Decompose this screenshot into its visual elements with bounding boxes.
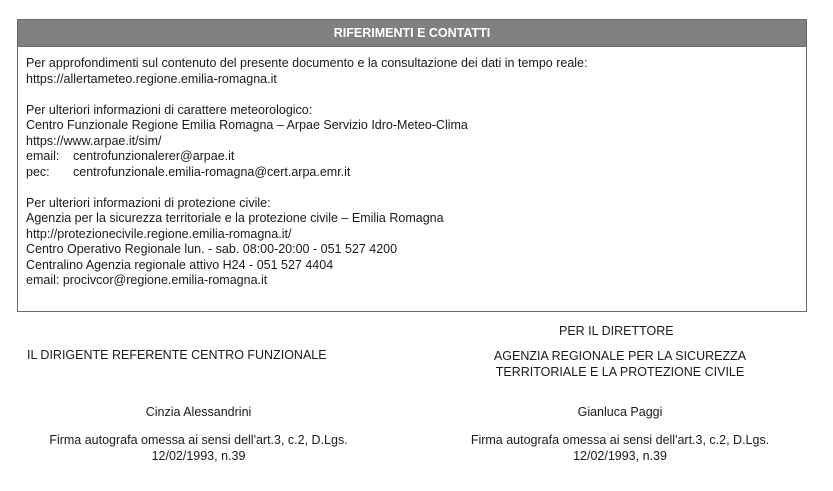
- meteo-pec[interactable]: centrofunzionale.emilia-romagna@cert.arpa.emr.it: [73, 164, 351, 179]
- email-label: email:: [26, 149, 60, 163]
- director-note-line1: Firma autografa omessa ai sensi dell'art.3, c.2, D.Lgs.: [470, 433, 770, 447]
- manager-note-line2: 12/02/1993, n.39: [151, 449, 246, 463]
- civil-paragraph: [26, 196, 806, 289]
- director-role-line1: AGENZIA REGIONALE PER LA SICUREZZA: [493, 349, 747, 363]
- meteo-pec-row: [26, 165, 806, 181]
- civil-email[interactable]: email: procivcor@regione.emilia-romagna.it: [26, 273, 268, 287]
- civil-org: Agenzia per la sicurezza territoriale e la protezione civile – Emilia Romagna: [26, 211, 444, 225]
- references-body: [18, 47, 806, 289]
- meteo-heading: Per ulteriori informazioni di carattere meteorologico:: [26, 102, 313, 117]
- intro-text: Per approfondimenti sul contenuto del presente documento e la consultazione dei dati in tempo reale:: [26, 56, 588, 70]
- director-signature-note: [420, 432, 820, 464]
- manager-name: Cinzia Alessandrini: [145, 405, 252, 419]
- references-title: RIFERIMENTI E CONTATTI: [18, 20, 806, 47]
- manager-signature-note: [0, 432, 397, 464]
- manager-note-line1: Firma autografa omessa ai sensi dell'art.3, c.2, D.Lgs.: [49, 433, 348, 447]
- arpae-link[interactable]: https://www.arpae.it/sim/: [26, 133, 162, 148]
- references-box: [17, 19, 807, 312]
- operations-center: Centro Operativo Regionale lun. - sab. 08:00-20:00 - 051 527 4200: [26, 242, 398, 256]
- intro-paragraph: [26, 56, 806, 87]
- director-role: [420, 348, 820, 380]
- director-role-line2: TERRITORIALE E LA PROTEZIONE CIVILE: [495, 365, 745, 379]
- civil-heading: Per ulteriori informazioni di protezione civile:: [26, 195, 271, 210]
- meteo-org: Centro Funzionale Regione Emilia Romagna – Arpae Servizio Idro-Meteo-Clima: [26, 118, 468, 132]
- pec-label: pec:: [26, 164, 50, 179]
- switchboard: Centralino Agenzia regionale attivo H24 - 051 527 4404: [26, 257, 334, 272]
- protezionecivile-link[interactable]: http://protezionecivile.regione.emilia-romagna.it/: [26, 226, 292, 241]
- director-prefix: PER IL DIRETTORE: [559, 324, 674, 338]
- allertameteo-link[interactable]: https://allertameteo.regione.emilia-romagna.it: [26, 71, 277, 86]
- director-name: Gianluca Paggi: [577, 405, 663, 419]
- meteo-email-row: [26, 149, 806, 165]
- director-note-line2: 12/02/1993, n.39: [573, 449, 667, 463]
- meteo-paragraph: [26, 103, 806, 181]
- manager-role: IL DIRIGENTE REFERENTE CENTRO FUNZIONALE: [27, 348, 327, 362]
- meteo-email[interactable]: centrofunzionalerer@arpae.it: [73, 149, 235, 163]
